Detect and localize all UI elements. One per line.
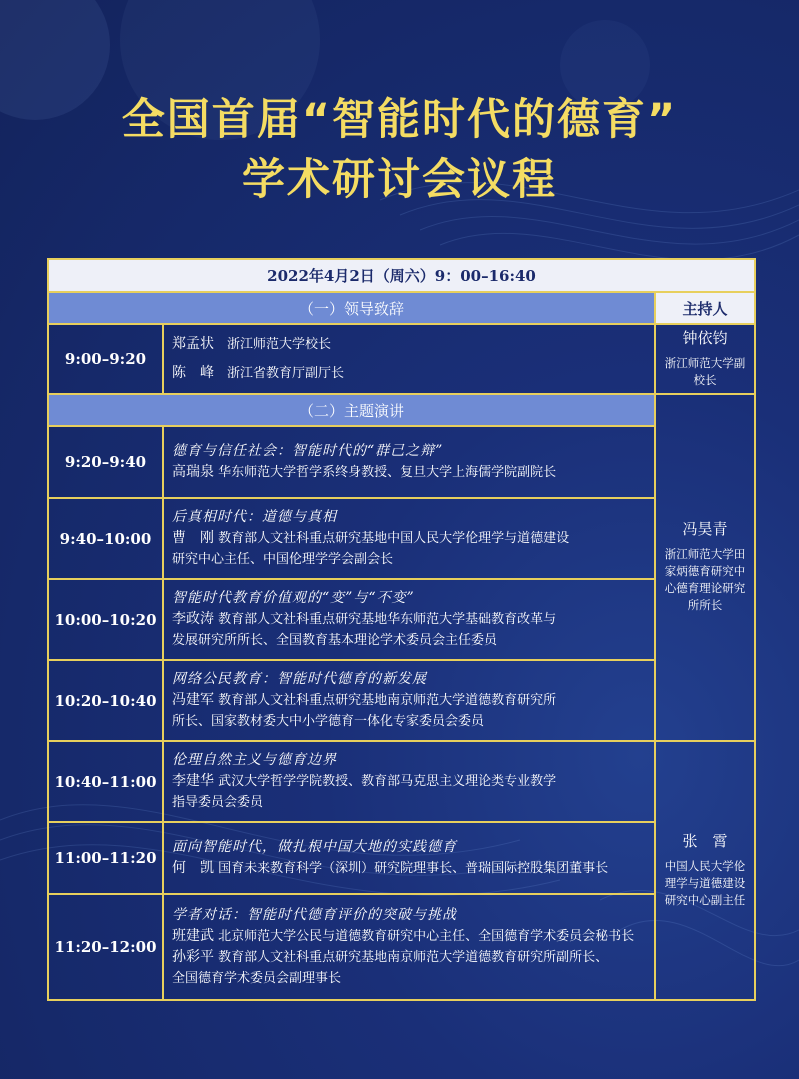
agenda-row [48,426,755,498]
speaker-list [163,324,655,394]
talk-topic: 面向智能时代，做扎根中国大地的实践德育 [172,838,457,855]
speaker-desc: 浙江省教育厅副厅长 [227,365,345,381]
speaker-name: 李政涛 [172,610,214,627]
section-row [48,292,755,324]
speaker-line [172,330,646,359]
speaker-name: 孙彩平 [172,948,214,965]
host-name: 钟依钧 [682,328,728,347]
speaker-line [172,771,646,792]
talk-cell [163,498,655,579]
time-slot: 9:20–9:40 [48,426,163,498]
time-slot: 9:40–10:00 [48,498,163,579]
host-desc: 浙江师范大学副校长 [664,355,746,387]
page-title-line-1: 全国首届“智能时代的德育” [121,95,678,145]
speaker-line: 全国德育学术委员会副理事长 [172,970,342,986]
speaker-name: 陈 峰 [172,364,214,381]
speaker-name: 高瑞泉 [172,463,214,480]
speaker-desc: 华东师范大学哲学系终身教授、复旦大学上海儒学院副院长 [218,464,557,480]
talk-cell [163,741,655,822]
agenda-row [48,741,755,822]
speaker-name: 李建华 [172,772,214,789]
talk-cell [163,894,655,1000]
speaker-name: 郑孟状 [172,335,214,352]
speaker-desc: 教育部人文社科重点研究基地南京师范大学道德教育研究所副所长、 [218,949,609,965]
speaker-desc: 武汉大学哲学学院教授、教育部马克思主义理论类专业教学 [218,773,557,789]
time-slot: 10:20–10:40 [48,660,163,741]
speaker-line: 所长、国家教材委大中小学德育一体化专家委员会委员 [172,713,485,729]
section-title-opening: （一）领导致辞 [48,292,655,324]
talk-topic: 网络公民教育：智能时代德育的新发展 [172,670,427,687]
agenda-row [48,498,755,579]
speaker-line: 发展研究所所长、全国教育基本理论学术委员会主任委员 [172,632,498,648]
speaker-desc: 教育部人文社科重点研究基地华东师范大学基础教育改革与 [218,611,557,627]
page-title-line-2: 学术研讨会议程 [242,155,557,205]
speaker-desc: 北京师范大学公民与道德教育研究中心主任、全国德育学术委员会秘书长 [218,928,635,944]
speaker-desc: 浙江师范大学校长 [227,336,332,352]
host-cell [655,741,755,1000]
agenda-row [48,822,755,894]
section-row [48,394,755,426]
speaker-name: 冯建军 [172,691,214,708]
talk-cell [163,579,655,660]
talk-cell [163,822,655,894]
talk-topic: 学者对话：智能时代德育评价的突破与挑战 [172,906,457,923]
time-slot: 10:00–10:20 [48,579,163,660]
speaker-desc: 教育部人文社科重点研究基地南京师范大学道德教育研究所 [218,692,557,708]
host-cell [655,324,755,394]
host-desc: 中国人民大学伦理学与道德建设研究中心副主任 [664,858,746,907]
speaker-line [172,858,646,879]
speaker-line [172,926,646,947]
time-slot: 11:20–12:00 [48,894,163,1000]
time-slot: 9:00–9:20 [48,324,163,394]
talk-topic: 伦理自然主义与德育边界 [172,751,337,768]
agenda-row [48,579,755,660]
date-header: 2022年4月2日（周六）9：00–16:40 [48,259,755,292]
talk-cell [163,660,655,741]
speaker-line [172,690,646,711]
speaker-line: 研究中心主任、中国伦理学学会副会长 [172,551,394,567]
talk-topic: 智能时代教育价值观的“变”与“不变” [172,589,415,606]
host-cell [655,394,755,741]
host-desc: 浙江师范大学田家炳德育研究中心德育理论研究所所长 [664,547,746,612]
host-header: 主持人 [655,292,755,324]
date-header-row [48,259,755,292]
speaker-line [172,462,646,483]
speaker-name: 何 凯 [172,859,214,876]
talk-topic: 德育与信任社会：智能时代的“群己之辩” [172,442,444,459]
talk-topic: 后真相时代：道德与真相 [172,508,337,525]
time-slot: 10:40–11:00 [48,741,163,822]
speaker-line [172,609,646,630]
host-name: 冯昊青 [682,520,728,538]
speaker-name: 曹 刚 [172,529,214,546]
speaker-line [172,359,646,388]
speaker-line [172,528,646,549]
host-name: 张 霄 [682,831,728,850]
time-slot: 11:00–11:20 [48,822,163,894]
agenda-row [48,894,755,1000]
agenda-table [47,258,756,1001]
speaker-line [172,947,646,968]
agenda-row [48,660,755,741]
speaker-desc: 国育未来教育科学（深圳）研究院理事长、普瑞国际控股集团董事长 [218,860,609,876]
agenda-row [48,324,755,394]
speaker-line: 指导委员会委员 [172,794,264,810]
section-title-keynotes: （二）主题演讲 [48,394,655,426]
speaker-name: 班建武 [172,927,214,944]
speaker-desc: 教育部人文社科重点研究基地中国人民大学伦理学与道德建设 [218,530,570,546]
talk-cell [163,426,655,498]
